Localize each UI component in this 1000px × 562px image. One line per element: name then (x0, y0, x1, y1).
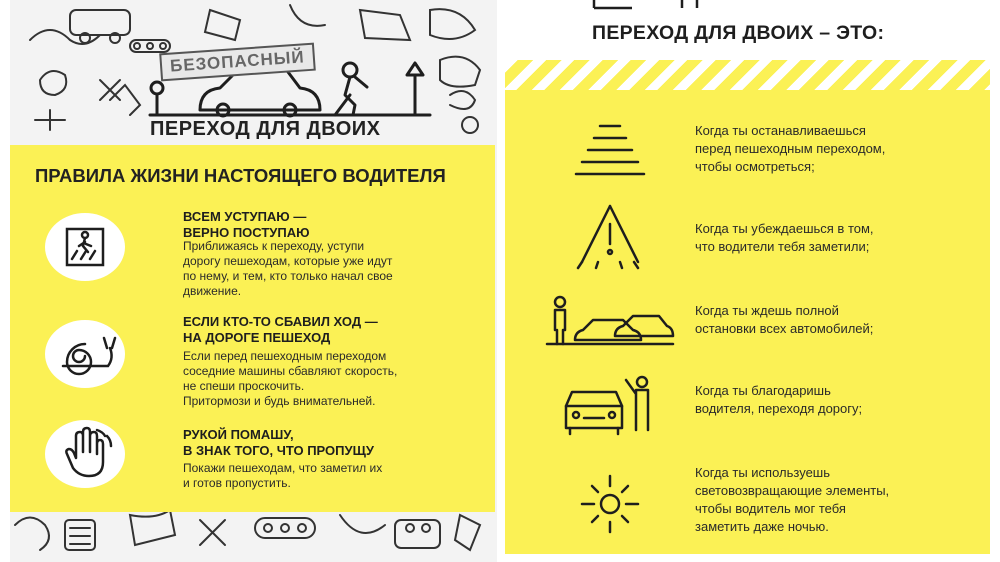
stamp-label: БЕЗОПАСНЫЙ (159, 43, 315, 82)
rule-3-text: Покажи пешеходам, что заметил их и готов пропустить. (183, 461, 383, 490)
rule-1-title: ВСЕМ УСТУПАЮ — ВЕРНО ПОСТУПАЮ (183, 209, 310, 240)
step-3-text: Когда ты ждешь полной остановки всех автомобилей; (695, 303, 874, 336)
rule-3-title: РУКОЙ ПОМАШУ, В ЗНАК ТОГО, ЧТО ПРОПУЩУ (183, 427, 374, 458)
striped-border (505, 60, 990, 90)
cropped-header-icon (592, 0, 712, 10)
right-poster-title: ПЕРЕХОД ДЛЯ ДВОИХ – ЭТО: (592, 22, 885, 44)
left-poster-title: ПЕРЕХОД ДЛЯ ДВОИХ (150, 118, 381, 140)
crosswalk-pedestrian-icon (45, 213, 125, 281)
rules-heading: ПРАВИЛА ЖИЗНИ НАСТОЯЩЕГО ВОДИТЕЛЯ (35, 165, 446, 186)
step-4-text: Когда ты благодаришь водителя, переходя дорогу; (695, 383, 863, 416)
step-1-text: Когда ты останавливаешься перед пешеходным переходом, чтобы осмотреться; (695, 123, 886, 174)
waving-hand-icon (45, 420, 125, 488)
step-2-text: Когда ты убеждаешься в том, что водители тебя заметили; (695, 221, 874, 254)
snail-icon (45, 320, 125, 388)
rule-2-text: Если перед пешеходным переходом соседние машины сбавляют скорость, не спеши проскочить. Притормози и будь внимательней. (183, 349, 398, 408)
car-thanks-icon (560, 370, 660, 440)
rule-2-title: ЕСЛИ КТО-ТО СБАВИЛ ХОД — НА ДОРОГЕ ПЕШЕХОД (183, 314, 378, 345)
warning-triangle-icon (560, 202, 660, 272)
pedestrian-cars-icon (545, 290, 675, 360)
step-5-text: Когда ты используешь световозвращающие элементы, чтобы водитель мог тебя заметить даже ночью. (695, 465, 890, 534)
rule-1-text: Приближаясь к переходу, уступи дорогу пешеходам, которые уже идут по нему, и тем, кто только начал свое движение. (183, 239, 393, 298)
right-yellow-panel (505, 60, 990, 554)
reflector-sun-icon (560, 468, 660, 538)
crosswalk-lines-icon (560, 118, 660, 188)
